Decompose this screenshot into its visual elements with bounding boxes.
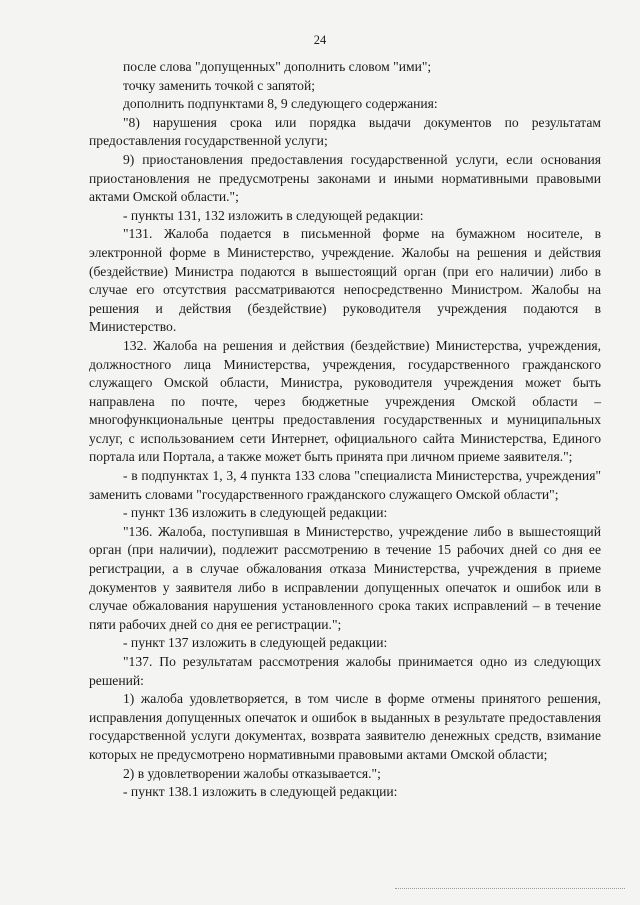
paragraph: - в подпунктах 1, 3, 4 пункта 133 слова "специалиста Министерства, учреждения" заменить словами "государственного гражданского служащего Омской области";	[89, 468, 601, 502]
paragraph: точку заменить точкой с запятой;	[123, 77, 315, 93]
paragraph: 2) в удовлетворении жалобы отказывается.";	[123, 765, 381, 781]
paragraph: "136. Жалоба, поступившая в Министерство, учреждение либо в вышестоящий орган (при наличии), подлежит рассмотрению в течение 15 рабочих дней со дня ее регистрации, а в случае обжалования отказа Министерства, учреждения в приеме документов у заявителя либо в исправлении допущенных опечаток и ошибок или в случае обжалования нарушения установленного срока таких исправлений – в течение пяти рабочих дней со дня ее регистрации.";	[89, 523, 601, 632]
scan-artifact	[395, 888, 625, 891]
paragraph: "131. Жалоба подается в письменной форме на бумажном носителе, в электронной форме в Министерство, учреждение. Жалобы на решения и действия (бездействие) Министра подаются в вышестоящий орган (при его наличии) либо в случае его отсутствия рассматриваются непосредственно Министром. Жалобы на решения и действия (бездействие) руководителя учреждения подаются в Министерство.	[89, 226, 601, 335]
paragraph: - пункт 136 изложить в следующей редакции:	[123, 505, 388, 521]
paragraph: "137. По результатам рассмотрения жалобы принимается одно из следующих решений:	[89, 654, 601, 688]
page-number: 24	[313, 33, 327, 47]
paragraph: - пункт 138.1 изложить в следующей редакции:	[123, 784, 398, 800]
document-body	[89, 58, 601, 802]
paragraph: - пункты 131, 132 изложить в следующей редакции:	[123, 207, 424, 223]
paragraph: 1) жалоба удовлетворяется, в том числе в форме отмены принятого решения, исправления допущенных опечаток и ошибок в выданных в результате предоставления государственной услуги документах, возврата заявителю денежных средств, взимание которых не предусмотрено нормативными правовыми актами Омской области;	[89, 691, 601, 762]
paragraph: 132. Жалоба на решения и действия (бездействие) Министерства, учреждения, должностного лица Министерства, учреждения, государственного гражданского служащего Омской области, Министра, руководителя учреждения может быть направлена по почте, через бюджетные учреждения Омской области – многофункциональные центры предоставления государственных и муниципальных услуг, с использованием сети Интернет, официального сайта Министерства, Единого портала или Портала, а также может быть принята при личном приеме заявителя.";	[89, 337, 601, 465]
paragraph: "8) нарушения срока или порядка выдачи документов по результатам предоставления государственной услуги;	[89, 114, 601, 149]
paragraph: - пункт 137 изложить в следующей редакции:	[123, 635, 388, 651]
paragraph: 9) приостановления предоставления государственной услуги, если основания приостановления не предусмотрены законами и иными нормативными правовыми актами Омской области.";	[89, 151, 601, 205]
paragraph: после слова "допущенных" дополнить словом "ими";	[123, 59, 432, 74]
paragraph: дополнить подпунктами 8, 9 следующего содержания:	[123, 96, 438, 112]
